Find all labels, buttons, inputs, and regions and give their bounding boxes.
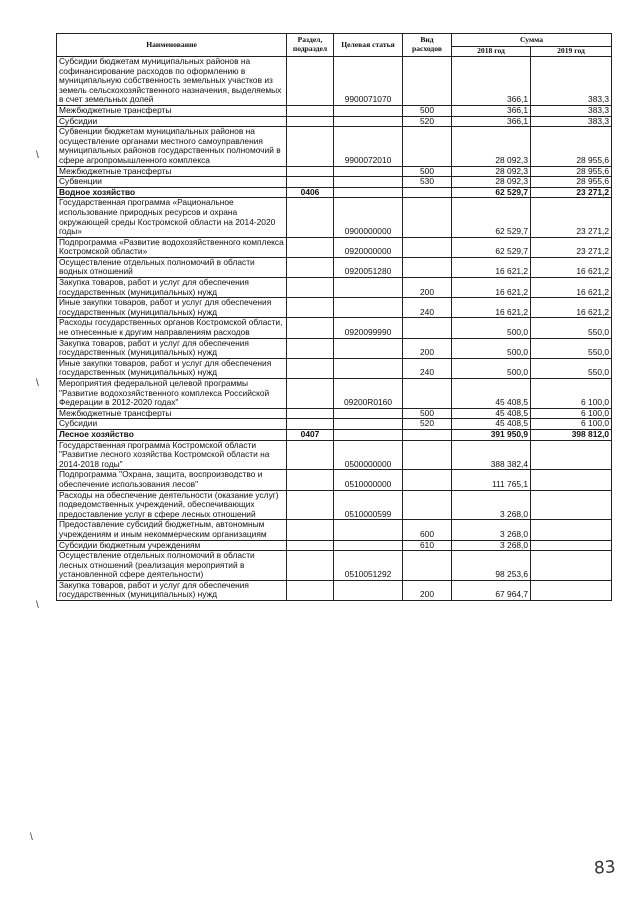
cell-2019: 16 621,2 xyxy=(531,257,612,277)
cell-type: 200 xyxy=(403,278,452,298)
cell-name: Мероприятия федеральной целевой программы "Развитие водохозяйственного комплекса Российской Федерации в 2012-2020 годах" xyxy=(57,379,287,409)
header-year-2018: 2018 год xyxy=(452,47,531,57)
cell-section xyxy=(287,318,334,338)
cell-type xyxy=(403,237,452,257)
cell-type xyxy=(403,257,452,277)
cell-2019: 6 100,0 xyxy=(531,408,612,419)
cell-2018: 62 529,7 xyxy=(452,237,531,257)
cell-2019: 28 955,6 xyxy=(531,166,612,177)
cell-section xyxy=(287,540,334,551)
cell-name: Лесное хозяйство xyxy=(57,429,287,440)
cell-section xyxy=(287,379,334,409)
cell-target: 0920051280 xyxy=(334,257,403,277)
cell-section xyxy=(287,105,334,116)
cell-2019: 383,3 xyxy=(531,57,612,106)
cell-section xyxy=(287,520,334,540)
cell-target xyxy=(334,429,403,440)
cell-section: 0406 xyxy=(287,187,334,198)
cell-2019 xyxy=(531,490,612,520)
cell-2019 xyxy=(531,440,612,470)
table-body xyxy=(57,57,612,601)
cell-section xyxy=(287,298,334,318)
cell-target xyxy=(334,540,403,551)
cell-2019 xyxy=(531,580,612,600)
cell-target xyxy=(334,278,403,298)
cell-section xyxy=(287,177,334,188)
cell-name: Расходы государственных органов Костромской области, не отнесенные к другим направлениям расходов xyxy=(57,318,287,338)
cell-2019 xyxy=(531,520,612,540)
cell-type xyxy=(403,470,452,490)
cell-2018: 3 268,0 xyxy=(452,540,531,551)
cell-2019 xyxy=(531,540,612,551)
cell-target: 0510000599 xyxy=(334,490,403,520)
table-row xyxy=(57,166,612,177)
cell-type: 240 xyxy=(403,358,452,378)
cell-2019: 23 271,2 xyxy=(531,198,612,237)
cell-2018: 16 621,2 xyxy=(452,278,531,298)
cell-target: 0510000000 xyxy=(334,470,403,490)
cell-name: Межбюджетные трансферты xyxy=(57,166,287,177)
cell-name: Осуществление отдельных полномочий в области водных отношений xyxy=(57,257,287,277)
cell-type xyxy=(403,551,452,581)
cell-2019: 16 621,2 xyxy=(531,278,612,298)
table-row xyxy=(57,408,612,419)
table-row xyxy=(57,278,612,298)
cell-section xyxy=(287,257,334,277)
cell-2018: 388 382,4 xyxy=(452,440,531,470)
cell-type xyxy=(403,318,452,338)
cell-2018: 28 092,3 xyxy=(452,166,531,177)
table-row xyxy=(57,298,612,318)
cell-2018: 45 408,5 xyxy=(452,419,531,430)
table-row xyxy=(57,127,612,166)
table-row xyxy=(57,419,612,430)
cell-target: 9900072010 xyxy=(334,127,403,166)
cell-target: 0920099990 xyxy=(334,318,403,338)
cell-section xyxy=(287,198,334,237)
cell-2019: 550,0 xyxy=(531,358,612,378)
cell-type xyxy=(403,379,452,409)
cell-section xyxy=(287,419,334,430)
header-section: Раздел, подраздел xyxy=(287,34,334,57)
cell-name: Межбюджетные трансферты xyxy=(57,408,287,419)
table-row xyxy=(57,470,612,490)
cell-name: Субвенции xyxy=(57,177,287,188)
cell-section xyxy=(287,127,334,166)
cell-name: Предоставление субсидий бюджетным, автономным учреждениям и иным некоммерческим организациям xyxy=(57,520,287,540)
header-target: Целевая статья xyxy=(334,34,403,57)
cell-target xyxy=(334,338,403,358)
table-row xyxy=(57,105,612,116)
cell-section xyxy=(287,237,334,257)
cell-2019: 550,0 xyxy=(531,338,612,358)
table-row xyxy=(57,580,612,600)
cell-2018: 62 529,7 xyxy=(452,187,531,198)
cell-type xyxy=(403,187,452,198)
table-row xyxy=(57,237,612,257)
cell-name: Государственная программа Костромской области "Развитие лесного хозяйства Костромской области на 2014-2018 годы" xyxy=(57,440,287,470)
cell-2018: 16 621,2 xyxy=(452,257,531,277)
cell-2019: 383,3 xyxy=(531,116,612,127)
cell-2019: 550,0 xyxy=(531,318,612,338)
cell-name: Закупка товаров, работ и услуг для обеспечения государственных (муниципальных) нужд xyxy=(57,338,287,358)
cell-2018: 366,1 xyxy=(452,116,531,127)
table-row xyxy=(57,440,612,470)
cell-section xyxy=(287,470,334,490)
cell-type: 610 xyxy=(403,540,452,551)
cell-type: 600 xyxy=(403,520,452,540)
table-header xyxy=(57,34,612,57)
page-number: 83 xyxy=(593,857,617,879)
cell-target: 0920000000 xyxy=(334,237,403,257)
cell-name: Иные закупки товаров, работ и услуг для обеспечения государственных (муниципальных) нужд xyxy=(57,358,287,378)
cell-section xyxy=(287,116,334,127)
cell-section xyxy=(287,551,334,581)
cell-2018: 45 408,5 xyxy=(452,408,531,419)
cell-2018: 366,1 xyxy=(452,57,531,106)
cell-2018: 500,0 xyxy=(452,338,531,358)
cell-2018: 500,0 xyxy=(452,318,531,338)
cell-2019 xyxy=(531,470,612,490)
margin-tick-mark: \ xyxy=(36,150,39,161)
table-row xyxy=(57,116,612,127)
table-row xyxy=(57,338,612,358)
cell-name: Межбюджетные трансферты xyxy=(57,105,287,116)
table-row xyxy=(57,198,612,237)
cell-name: Субсидии бюджетам муниципальных районов на софинансирование расходов по оформлению в муниципальную собственность земельных участков из земель сельскохозяйственного назначения, выделяемых в счет земельных долей xyxy=(57,57,287,106)
cell-2018: 366,1 xyxy=(452,105,531,116)
margin-tick-mark: \ xyxy=(30,832,33,843)
cell-target xyxy=(334,105,403,116)
cell-name: Осуществление отдельных полномочий в области лесных отношений (реализация мероприятий в установленной сфере деятельности) xyxy=(57,551,287,581)
cell-section xyxy=(287,278,334,298)
cell-2018: 16 621,2 xyxy=(452,298,531,318)
cell-target xyxy=(334,358,403,378)
cell-name: Субсидии бюджетным учреждениям xyxy=(57,540,287,551)
cell-name: Водное хозяйство xyxy=(57,187,287,198)
table-row xyxy=(57,429,612,440)
cell-target: 0500000000 xyxy=(334,440,403,470)
cell-section xyxy=(287,358,334,378)
cell-2019: 398 812,0 xyxy=(531,429,612,440)
cell-type: 200 xyxy=(403,580,452,600)
cell-target xyxy=(334,166,403,177)
cell-2018: 62 529,7 xyxy=(452,198,531,237)
header-sum: Сумма xyxy=(452,34,612,47)
cell-section xyxy=(287,166,334,177)
cell-2019 xyxy=(531,551,612,581)
cell-target xyxy=(334,116,403,127)
cell-name: Субсидии xyxy=(57,419,287,430)
cell-name: Закупка товаров, работ и услуг для обеспечения государственных (муниципальных) нужд xyxy=(57,580,287,600)
cell-name: Государственная программа «Рациональное использование природных ресурсов и охрана окружающей среды Костромской области на 2014-2020 годы» xyxy=(57,198,287,237)
cell-type: 520 xyxy=(403,419,452,430)
cell-target xyxy=(334,298,403,318)
cell-name: Закупка товаров, работ и услуг для обеспечения государственных (муниципальных) нужд xyxy=(57,278,287,298)
table-row xyxy=(57,187,612,198)
margin-tick-mark: \ xyxy=(36,600,39,611)
margin-tick-mark: \ xyxy=(36,378,39,389)
cell-2018: 111 765,1 xyxy=(452,470,531,490)
cell-name: Субсидии xyxy=(57,116,287,127)
cell-type: 520 xyxy=(403,116,452,127)
budget-table-page xyxy=(56,33,611,601)
cell-type: 500 xyxy=(403,105,452,116)
cell-2019: 28 955,6 xyxy=(531,177,612,188)
header-year-2019: 2019 год xyxy=(531,47,612,57)
table-row xyxy=(57,379,612,409)
cell-target xyxy=(334,520,403,540)
cell-2018: 3 268,0 xyxy=(452,520,531,540)
cell-target xyxy=(334,408,403,419)
cell-2019: 23 271,2 xyxy=(531,237,612,257)
table-row xyxy=(57,318,612,338)
cell-section: 0407 xyxy=(287,429,334,440)
cell-name: Подпрограмма «Развитие водохозяйственного комплекса Костромской области» xyxy=(57,237,287,257)
cell-name: Подпрограмма "Охрана, защита, воспроизводство и обеспечение использования лесов" xyxy=(57,470,287,490)
table-row xyxy=(57,257,612,277)
budget-table xyxy=(56,33,612,601)
cell-type xyxy=(403,490,452,520)
cell-2019: 23 271,2 xyxy=(531,187,612,198)
cell-2019: 6 100,0 xyxy=(531,419,612,430)
table-row xyxy=(57,490,612,520)
cell-target xyxy=(334,177,403,188)
cell-2018: 391 950,9 xyxy=(452,429,531,440)
table-row xyxy=(57,540,612,551)
cell-2018: 28 092,3 xyxy=(452,127,531,166)
cell-target: 0510051292 xyxy=(334,551,403,581)
cell-type xyxy=(403,429,452,440)
cell-2018: 28 092,3 xyxy=(452,177,531,188)
cell-target xyxy=(334,419,403,430)
cell-section xyxy=(287,440,334,470)
cell-target xyxy=(334,580,403,600)
header-name: Наименование xyxy=(57,34,287,57)
cell-2019: 6 100,0 xyxy=(531,379,612,409)
cell-2018: 500,0 xyxy=(452,358,531,378)
cell-target xyxy=(334,187,403,198)
cell-section xyxy=(287,338,334,358)
header-exptype: Вид расходов xyxy=(403,34,452,57)
cell-2018: 45 408,5 xyxy=(452,379,531,409)
cell-target: 9900071070 xyxy=(334,57,403,106)
cell-section xyxy=(287,57,334,106)
cell-type: 530 xyxy=(403,177,452,188)
table-row xyxy=(57,177,612,188)
cell-name: Иные закупки товаров, работ и услуг для обеспечения государственных (муниципальных) нужд xyxy=(57,298,287,318)
cell-section xyxy=(287,580,334,600)
cell-type xyxy=(403,57,452,106)
cell-type xyxy=(403,198,452,237)
cell-2018: 67 964,7 xyxy=(452,580,531,600)
cell-type: 500 xyxy=(403,166,452,177)
cell-type: 240 xyxy=(403,298,452,318)
cell-target: 0900000000 xyxy=(334,198,403,237)
cell-name: Расходы на обеспечение деятельности (оказание услуг) подведомственных учреждений, обеспечивающих предоставление услуг в сфере лесных отношений xyxy=(57,490,287,520)
cell-type xyxy=(403,440,452,470)
cell-section xyxy=(287,490,334,520)
table-row xyxy=(57,358,612,378)
cell-2018: 98 253,6 xyxy=(452,551,531,581)
cell-section xyxy=(287,408,334,419)
cell-target: 09200R0160 xyxy=(334,379,403,409)
table-row xyxy=(57,57,612,106)
cell-2019: 28 955,6 xyxy=(531,127,612,166)
cell-name: Субвенции бюджетам муниципальных районов на осуществление органами местного самоуправления муниципальных районов государственных полномочий в сфере агропромышленного комплекса xyxy=(57,127,287,166)
table-row xyxy=(57,520,612,540)
cell-type: 200 xyxy=(403,338,452,358)
cell-2018: 3 268,0 xyxy=(452,490,531,520)
table-row xyxy=(57,551,612,581)
cell-2019: 383,3 xyxy=(531,105,612,116)
cell-type xyxy=(403,127,452,166)
cell-2019: 16 621,2 xyxy=(531,298,612,318)
cell-type: 500 xyxy=(403,408,452,419)
